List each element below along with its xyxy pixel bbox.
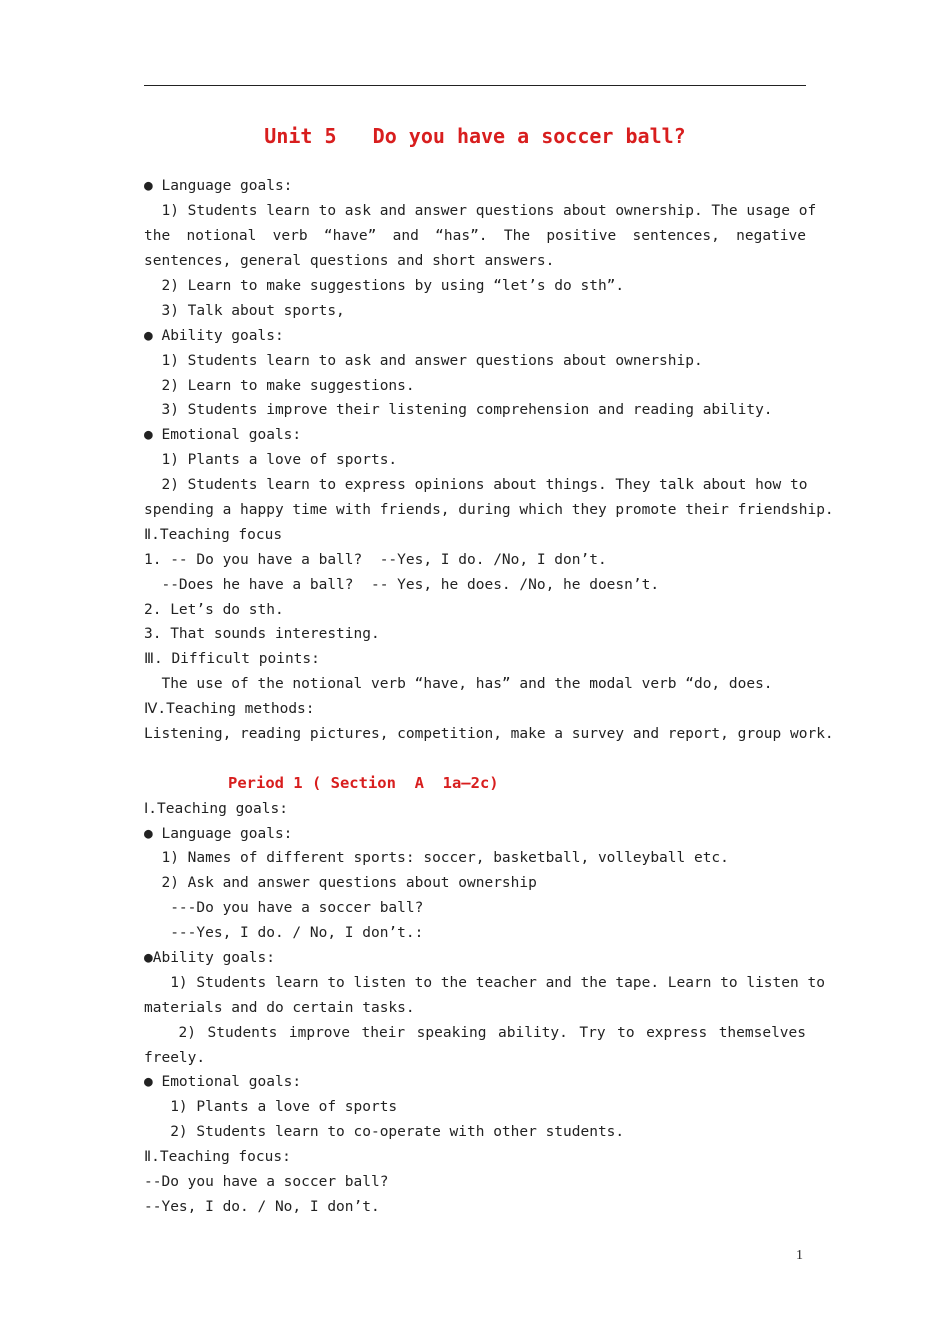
text-line: Listening, reading pictures, competition, make a survey and report, group work.: [144, 726, 834, 742]
text-line: 1) Plants a love of sports.: [144, 452, 398, 468]
section-heading: Period 1 ( Section A 1a—2c): [144, 774, 499, 792]
text-line: materials and do certain tasks.: [144, 1000, 415, 1016]
text-line: Ⅰ.Teaching goals:: [144, 801, 288, 817]
unit-title: Unit 5 Do you have a soccer ball?: [264, 124, 686, 148]
text-line: ---Do you have a soccer ball?: [144, 900, 424, 916]
text-line: 1) Students learn to ask and answer questions about ownership. The usage of: [144, 203, 817, 219]
text-line: ● Emotional goals:: [144, 427, 302, 443]
text-line: 2) Learn to make suggestions by using “let’s do sth”.: [144, 278, 625, 294]
text-line: 1) Students learn to ask and answer questions about ownership.: [144, 353, 703, 369]
text-line: 1) Names of different sports: soccer, basketball, volleyball etc.: [144, 850, 729, 866]
text-line: ● Language goals:: [144, 178, 293, 194]
text-line: 1. -- Do you have a ball? --Yes, I do. /No, I don’t.: [144, 552, 607, 568]
text-line: ● Emotional goals:: [144, 1074, 302, 1090]
page-number: 1: [796, 1248, 803, 1263]
text-line: the notional verb “have” and “has”. The positive sentences, negative: [144, 228, 806, 244]
text-line: spending a happy time with friends, during which they promote their friendship.: [144, 502, 834, 518]
text-line: ●Ability goals:: [144, 950, 275, 966]
text-line: Ⅳ.Teaching methods:: [144, 701, 315, 717]
text-line: 1) Plants a love of sports: [144, 1099, 398, 1115]
text-line: --Do you have a soccer ball?: [144, 1174, 389, 1190]
text-line: Ⅲ. Difficult points:: [144, 651, 320, 667]
text-line: The use of the notional verb “have, has” and the modal verb “do, does.: [144, 676, 773, 692]
text-line: 2) Students learn to express opinions about things. They talk about how to: [144, 477, 808, 493]
text-line: --Does he have a ball? -- Yes, he does. /No, he doesn’t.: [144, 577, 660, 593]
text-line: 2) Ask and answer questions about ownership: [144, 875, 537, 891]
text-line: 1) Students learn to listen to the teacher and the tape. Learn to listen to: [144, 975, 825, 991]
text-line: 3) Students improve their listening comprehension and reading ability.: [144, 402, 773, 418]
text-line: ● Ability goals:: [144, 328, 284, 344]
text-line: sentences, general questions and short answers.: [144, 253, 555, 269]
text-line: 3. That sounds interesting.: [144, 626, 380, 642]
text-line: 2) Learn to make suggestions.: [144, 378, 415, 394]
text-line: 2) Students improve their speaking ability. Try to express themselves: [144, 1025, 806, 1041]
text-line: freely.: [144, 1050, 206, 1066]
text-line: ● Language goals:: [144, 826, 293, 842]
text-line: 3) Talk about sports,: [144, 303, 345, 319]
text-line: --Yes, I do. / No, I don’t.: [144, 1199, 380, 1215]
text-line: Ⅱ.Teaching focus: [144, 527, 283, 543]
text-line: ---Yes, I do. / No, I don’t.:: [144, 925, 424, 941]
text-line: 2. Let’s do sth.: [144, 602, 284, 618]
header-rule: [144, 85, 806, 86]
text-line: Ⅱ.Teaching focus:: [144, 1149, 291, 1165]
text-line: 2) Students learn to co-operate with other students.: [144, 1124, 625, 1140]
